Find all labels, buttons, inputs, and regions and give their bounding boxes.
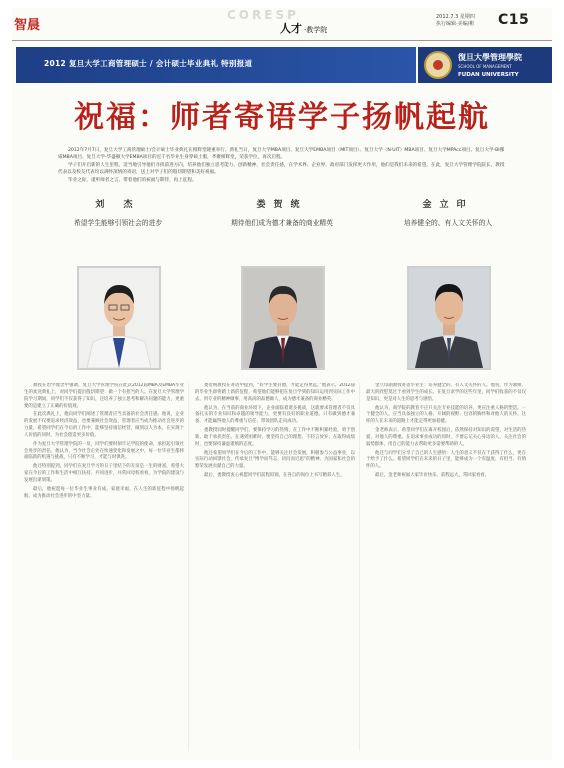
page-number: C15 [498,12,530,28]
article-paragraph: 他还希望同学们在今后的工作中，能够关注社会发展，积极参与公益事业，以实际行动回馈社会，传承复旦“博学而笃志，切问而近思”的精神，为国家和社会的繁荣发展贡献自己的力量。 [195,450,355,470]
school-name-en: FUDAN UNIVERSITY [458,72,519,78]
intro-paragraphs [58,147,506,185]
column-divider [359,383,360,751]
school-name-en-small: SCHOOL OF MANAGEMENT [458,64,512,69]
profile-name: 刘 杰 [95,200,141,210]
portrait-photo-jin [407,266,491,370]
school-logo-block [418,47,552,83]
intro-paragraph: 毕业之际，谨听师者之言，带着他们的祝福与期待，再上征程。 [68,178,197,183]
watermark-text: CORESP [227,8,299,22]
article-paragraph: 在此次典礼上，他向同学们阐述了管理者应当具备的社会责任感。他说，企业的发展不仅要追求经济效益，也要兼顾社会效益，管理者应当成为推动社会进步的力量。希望同学们在今后的工作中，能够坚持诚信经营，做到以人为本，在实现个人价值的同时，为社会创造更多价值。 [24,412,184,438]
dateline-date: 2012.7.3 星期四 [436,14,475,20]
profile-name: 娄贺统 [256,200,308,210]
masthead [12,8,552,48]
section-brand-sub: ·教学院 [304,26,328,34]
portrait-photo-liu [77,266,161,370]
profile-head-liu [34,197,202,227]
profile-tagline: 期待他们成为德才兼备的商业精英 [231,219,333,227]
profile-tagline: 培养健全的、有人文关怀的人 [403,219,493,227]
article-paragraph: 最后，他祝愿每一位毕业生事业有成、家庭幸福，在人生的新征程中扬帆起航，成为推动社会进步的中坚力量。 [24,486,184,499]
university-seal-icon [424,51,452,79]
masthead-divider [12,40,552,41]
logo-text: 智晨 [14,18,41,33]
section-brand [280,20,327,36]
article-column-3 [366,383,526,751]
profile-tagline: 希望学生能够引领社会的进步 [73,219,163,227]
article-column-1 [24,383,184,751]
article-paragraph: 娄贺统教授在寄语中提到，“好学生要有德，才能走得更远。”他表示，2012届的毕业生即将踏上新的征程，希望他们能够把在复旦学到的知识运用到实际工作中去，用专业的精神做事，用高尚的品德做人，成为德才兼备的商业精英。 [195,383,355,402]
school-name-cn: 復旦大學管理學院 [458,52,522,62]
profile-head-jin [364,197,532,227]
article-paragraph: 他认为，商学院的教育不应只关注专业技能的培养，更应注重人格的塑造。一个健全的人，应当具备独立的人格、开阔的视野、包容的胸怀和对他人的关怀。这样的人在未来的道路上才能走得更加稳健。 [366,405,526,425]
article-paragraph: 金老师表示，希望同学们在离开校园后，依然保持对知识的渴望，对生活的热爱，对他人的尊重。在追求事业成功的同时，不要忘记关心身边的人，关注社会的弱势群体，用自己的能力去帮助更多需要帮助的人。 [366,428,526,447]
profile-name: 金立印 [422,200,474,210]
dateline [436,14,498,28]
profile-head-lou [198,197,366,227]
section-brand-title: 人才 [280,22,302,35]
headline: 祝福：师者寄语学子扬帆起航 [74,100,490,135]
article-paragraph: 最后，娄教授衷心祝愿同学们前程似锦，在各自的岗位上书写精彩人生。 [204,473,345,479]
intro-paragraph: 2012年7月7日，复旦大学工商管理硕士/会计硕士毕业典礼在相辉堂隆重举行。典礼当日，复旦大学MBA项目、复旦大学EMBA项目（MIT项目）、复旦大学（N·UIT）MBA项目、复旦大学MPAcc项目、复旦大学-BI挪威MBA项目、复旦大学-华盛顿大学EMBA项目的近千名毕业生身穿硕士服，齐聚相辉堂，荣获学位，再次启程。 [58,148,505,160]
dateline-editor: 执行编辑·美编/彬 [436,21,475,27]
article-paragraph: 最后，金老师祝福大家毕业快乐，前程远大，常回家看看。 [375,473,490,479]
intro-paragraph: 学子们开启新的人生里程，适当地引导他们寻找前进方向，培养他们独立思考能力、创新精神、社会责任感，在学术界、企业界、政府部门发挥更大作用，他们是我们未来的希望。在此，复旦大学管理学院院长、教授代表以及校友代表均以满怀深情的寄语，送上对学子们的殷切期望和美好祝福。 [58,163,505,175]
special-report-banner [16,47,416,83]
article-paragraph: 金立印副教授寄语毕业生：培养健全的、有人文关怀的人。他说，作为教师，最大的欣慰莫过于看到学生的成长。在复旦求学的这些年里，同学们收获的不仅仅是知识，更是对人生的思考与感悟。 [366,383,526,402]
article-paragraph: 作为复旦大学管理学院的一员，同学们要时刻牢记学院的使命，承担起引领社会进步的责任。他认为，当今社会正处在快速变化和发展之中，每一位毕业生都将面临新的机遇与挑战，只有不断学习，才能与时俱进。 [24,441,184,461]
portrait-photo-lou [241,266,325,370]
article-paragraph: 他认为，在当前的商业环境下，企业面临着诸多挑战，这就要求管理者不仅具备扎实的专业知识和卓越的领导能力，更要有良好的职业道德。只有做到德才兼备，才能赢得他人的尊重与信任，带领团队走向成功。 [195,405,355,425]
column-divider [188,383,189,751]
article-paragraph: 他还特别提到，同学们在复旦学习的日子里结下的友谊是一生的财富，希望大家在今后的工作和生活中相互扶持、共同进步，并常回母校看看，为学院的建设与发展出谋划策。 [24,464,184,483]
article-paragraph: 娄教授同时提醒同学们，要保持学习的热情，在工作中不断积累经验，勇于创新，敢于承担责任。在遇到困难时，要坚持自己的理想，不轻言放弃；在取得成绩时，也要保持谦虚谨慎的态度。 [195,428,355,447]
article-column-2 [195,383,355,751]
article-paragraph: 他还与同学们分享了自己的人生感悟：人生的意义不仅在于获得了什么，更在于给予了什么。希望同学们在未来的日子里，能够成为一个有温度、有担当、有情怀的人。 [366,450,526,470]
newspaper-logo [14,10,70,36]
banner-text: 2012 复旦大学工商管理硕士 / 会计硕士毕业典礼 特别报道 [44,59,253,68]
article-paragraph: 教授在治学理念中强调，复旦大学管理学院在此次2012届MBA及EMBA毕业生的欢送典礼上，对同学们提出殷切期望：做一个有担当的人。在复旦大学管理学院学习期间，同学们不仅获得了知识，还培养了独立思考和解决问题的能力，更重要的是建立了正确的价值观。 [24,383,184,409]
